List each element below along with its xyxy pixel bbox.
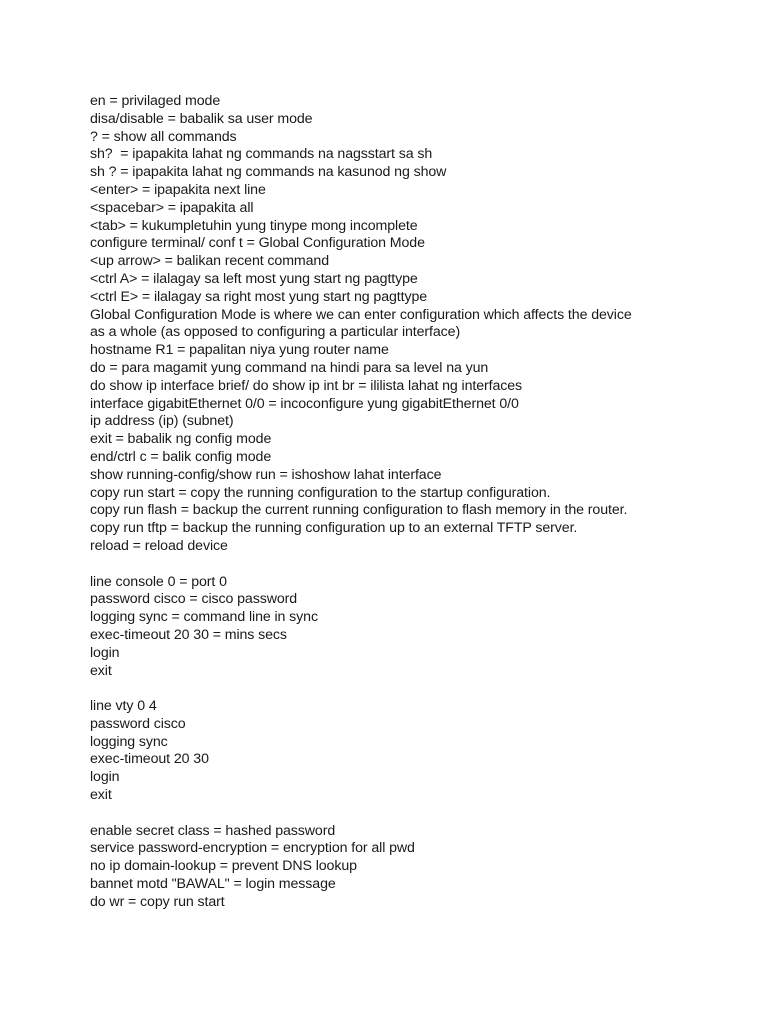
text-line: sh? = ipapakita lahat ng commands na nagsstart sa sh [90, 146, 433, 163]
text-line: end/ctrl c = balik config mode [90, 448, 272, 465]
text-line: exit [90, 787, 112, 804]
text-line: password cisco = cisco password [90, 591, 298, 608]
text-line: do = para magamit yung command na hindi para sa level na yun [90, 359, 489, 376]
text-line: line vty 0 4 [90, 698, 157, 715]
text-line: login [90, 769, 120, 786]
text-line: interface gigabitEthernet 0/0 = incoconfigure yung gigabitEthernet 0/0 [90, 395, 519, 412]
text-line: <spacebar> = ipapakita all [90, 199, 254, 216]
text-line: password cisco [90, 715, 186, 732]
text-line: <ctrl E> = ilalagay sa right most yung start ng pagttype [90, 288, 428, 305]
text-line: show running-config/show run = ishoshow lahat interface [90, 466, 442, 483]
text-line: copy run start = copy the running configuration to the startup configuration. [90, 484, 551, 501]
text-line: line console 0 = port 0 [90, 573, 227, 590]
text-line: exec-timeout 20 30 [90, 751, 209, 768]
text-line: do show ip interface brief/ do show ip int br = ililista lahat ng interfaces [90, 377, 523, 394]
text-line: reload = reload device [90, 537, 228, 554]
text-line: enable secret class = hashed password [90, 822, 336, 839]
text-line: ? = show all commands [90, 128, 237, 145]
text-line: no ip domain-lookup = prevent DNS lookup [90, 858, 357, 875]
text-line: sh ? = ipapakita lahat ng commands na kasunod ng show [90, 164, 447, 181]
text-line: <ctrl A> = ilalagay sa left most yung start ng pagttype [90, 270, 418, 287]
text-line: copy run flash = backup the current running configuration to flash memory in the router. [90, 502, 628, 519]
text-line: exit [90, 662, 112, 679]
text-line: copy run tftp = backup the running configuration up to an external TFTP server. [90, 520, 578, 537]
text-line: configure terminal/ conf t = Global Configuration Mode [90, 235, 425, 252]
text-block [90, 574, 730, 681]
text-line: do wr = copy run start [90, 893, 225, 910]
text-line: service password-encryption = encryption for all pwd [90, 840, 415, 857]
text-line: <tab> = kukumpletuhin yung tinype mong incomplete [90, 217, 418, 234]
text-line: <enter> = ipapakita next line [90, 181, 266, 198]
text-line: hostname R1 = papalitan niya yung router name [90, 342, 389, 359]
text-line: en = privilaged mode [90, 93, 221, 109]
text-line: <up arrow> = balikan recent command [90, 253, 330, 270]
text-line: bannet motd "BAWAL" = login message [90, 876, 336, 893]
text-line: exec-timeout 20 30 = mins secs [90, 626, 287, 643]
text-block [90, 698, 730, 805]
text-line: exit = babalik ng config mode [90, 431, 272, 448]
text-line: logging sync = command line in sync [90, 609, 318, 626]
text-line: disa/disable = babalik sa user mode [90, 110, 313, 127]
text-line: logging sync [90, 733, 168, 750]
text-line: Global Configuration Mode is where we can enter configuration which affects the device [90, 306, 632, 323]
text-line: as a whole (as opposed to configuring a particular interface) [90, 324, 461, 341]
text-block [90, 93, 730, 556]
document-body [90, 93, 730, 912]
text-block [90, 823, 730, 912]
text-line: ip address (ip) (subnet) [90, 413, 234, 430]
text-line: login [90, 644, 120, 661]
